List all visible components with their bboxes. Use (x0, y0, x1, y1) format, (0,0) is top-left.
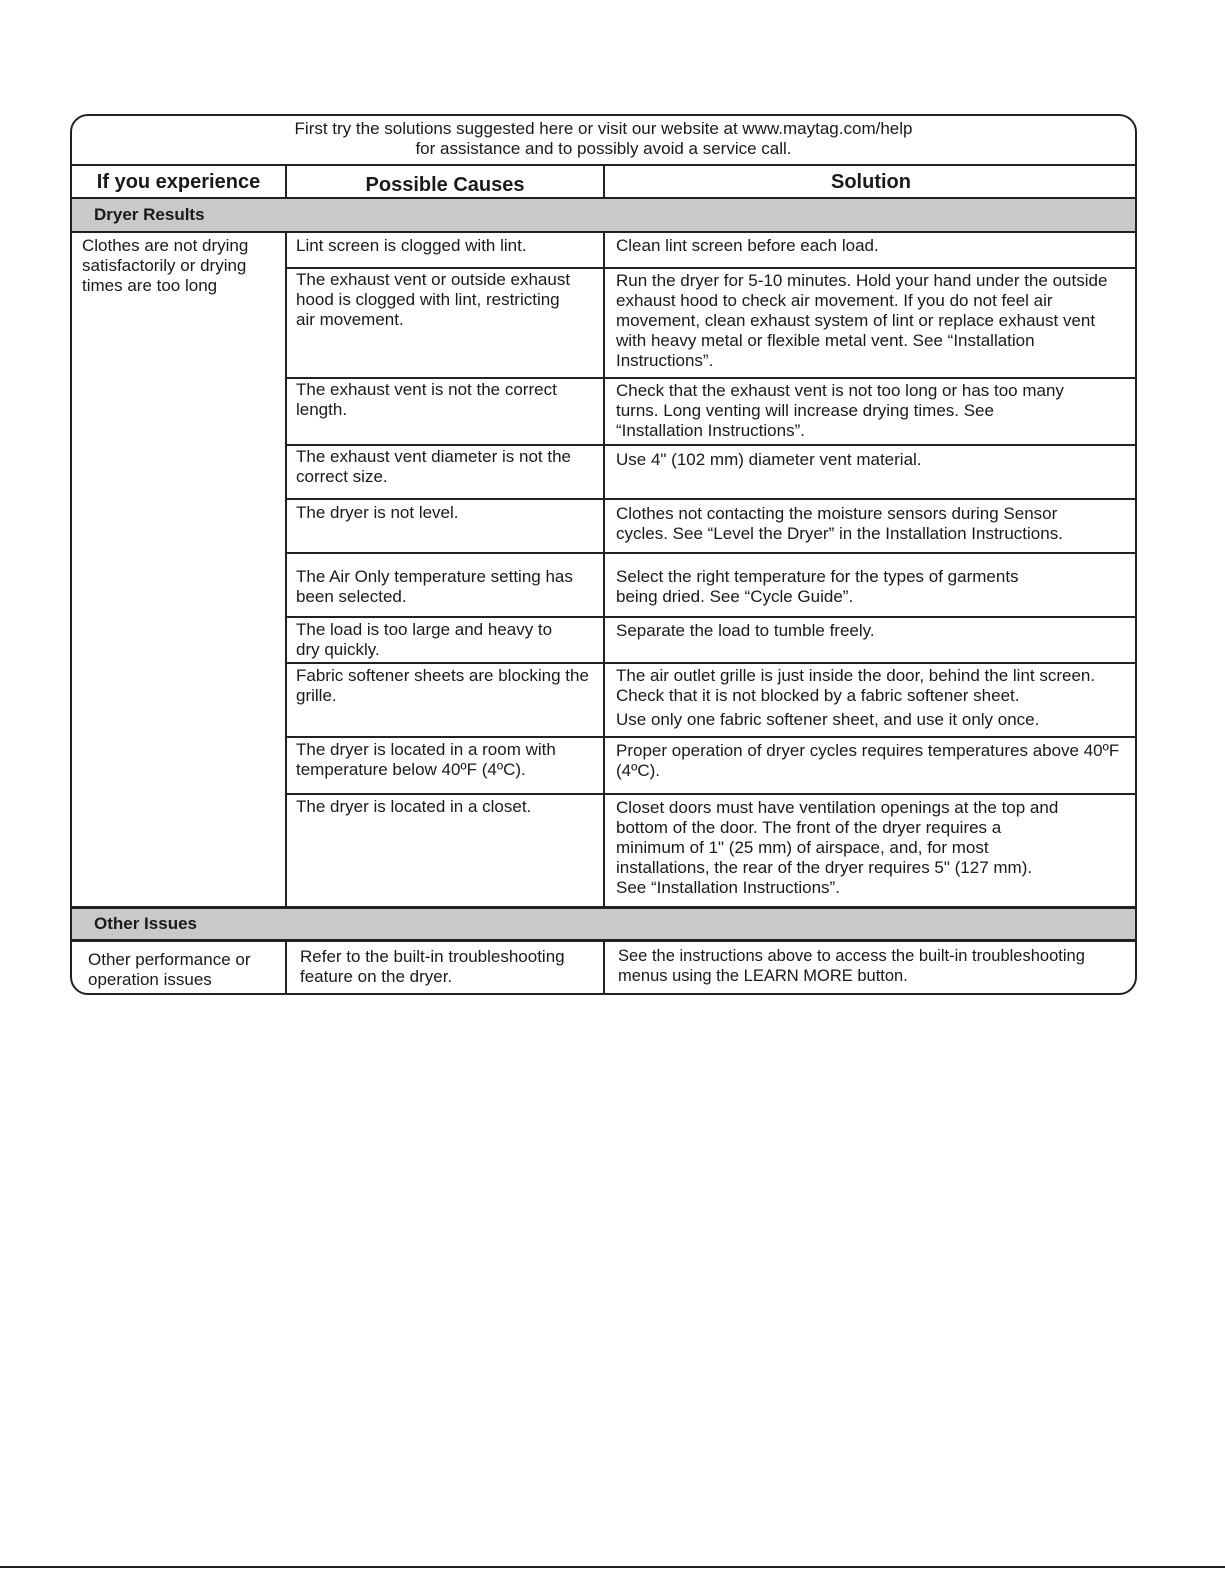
col-rule-1-other (285, 942, 287, 995)
solution-row-6: Select the right temperature for the types of garments being dried. See “Cycle Guide”. (616, 567, 1019, 606)
troubleshooting-table (70, 114, 1137, 995)
row-rule (285, 498, 1137, 500)
solution-other: See the instructions above to access the built-in troubleshooting menus using the LEARN MORE button. (618, 947, 1085, 985)
cause-row-10: The dryer is located in a closet. (296, 797, 532, 816)
header-experience: If you experience (96, 171, 261, 193)
row-rule (285, 377, 1137, 379)
row-rule (285, 267, 1137, 269)
section-dryer-results: Dryer Results (72, 199, 1135, 231)
cause-row-2: The exhaust vent or outside exhaust hood is clogged with lint, restricting air movement. (296, 270, 571, 329)
header-causes: Possible Causes (365, 174, 525, 196)
solution-row-3: Check that the exhaust vent is not too long or has too many turns. Long venting will increase drying times. See “Installation Instructions”. (616, 381, 1064, 440)
row-rule (285, 616, 1137, 618)
experience-other: Other performance or operation issues (88, 950, 251, 989)
cause-row-7: The load is too large and heavy to dry quickly. (296, 620, 553, 659)
experience-dryer: Clothes are not drying satisfactorily or drying times are too long (82, 236, 249, 295)
row-rule (285, 552, 1137, 554)
page-footer-rule (0, 1566, 1225, 1568)
intro-line-2: for assistance and to possibly avoid a service call. (415, 139, 792, 158)
solution-row-9: Proper operation of dryer cycles requires temperatures above 40ºF (4ºC). (616, 741, 1120, 780)
cause-row-6: The Air Only temperature setting has been selected. (296, 567, 573, 606)
row-rule (285, 793, 1137, 795)
cause-row-9: The dryer is located in a room with temperature below 40ºF (4ºC). (296, 740, 556, 779)
intro-line-1: First try the solutions suggested here or visit our website at www.maytag.com/help (294, 119, 913, 138)
col-rule-2-header (603, 166, 605, 199)
solution-row-4: Use 4" (102 mm) diameter vent material. (616, 450, 922, 469)
solution-row-1: Clean lint screen before each load. (616, 236, 879, 255)
cause-row-8: Fabric softener sheets are blocking the grille. (296, 666, 589, 705)
row-rule (285, 444, 1137, 446)
section-other-issues: Other Issues (72, 909, 1135, 939)
solution-row-2: Run the dryer for 5-10 minutes. Hold your hand under the outside exhaust hood to check air movement. If you do not feel air movement, clean exhaust system of lint or replace exhaust vent with heavy metal or flexible metal vent. See “Installation Instructions”. (616, 271, 1108, 370)
cause-row-4: The exhaust vent diameter is not the correct size. (296, 447, 571, 486)
cause-other: Refer to the built-in troubleshooting feature on the dryer. (300, 947, 565, 986)
solution-row-7: Separate the load to tumble freely. (616, 621, 875, 640)
solution-row-8-part-1: The air outlet grille is just inside the door, behind the lint screen. Check that it is not blocked by a fabric softener sheet. (616, 666, 1096, 705)
col-rule-1-dryer (285, 233, 287, 908)
solution-row-5: Clothes not contacting the moisture sensors during Sensor cycles. See “Level the Dryer” in the Installation Instructions. (616, 504, 1063, 543)
col-rule-2-dryer (603, 233, 605, 908)
col-rule-1-header (285, 166, 287, 199)
cause-row-1: Lint screen is clogged with lint. (296, 236, 527, 255)
row-rule (285, 662, 1137, 664)
solution-row-8-part-2: Use only one fabric softener sheet, and use it only once. (616, 710, 1040, 729)
cause-row-5: The dryer is not level. (296, 503, 459, 522)
row-rule (285, 736, 1137, 738)
solution-row-8 (616, 666, 1136, 730)
header-solution: Solution (831, 171, 911, 193)
cause-row-3: The exhaust vent is not the correct length. (296, 380, 557, 419)
col-rule-2-other (603, 942, 605, 995)
intro-text (72, 116, 1135, 166)
solution-row-10: Closet doors must have ventilation openings at the top and bottom of the door. The front of the dryer requires a minimum of 1" (25 mm) of airspace, and, for most installations, the rear of the dryer requires 5" (127 mm). See “Installation Instructions”. (616, 798, 1059, 897)
